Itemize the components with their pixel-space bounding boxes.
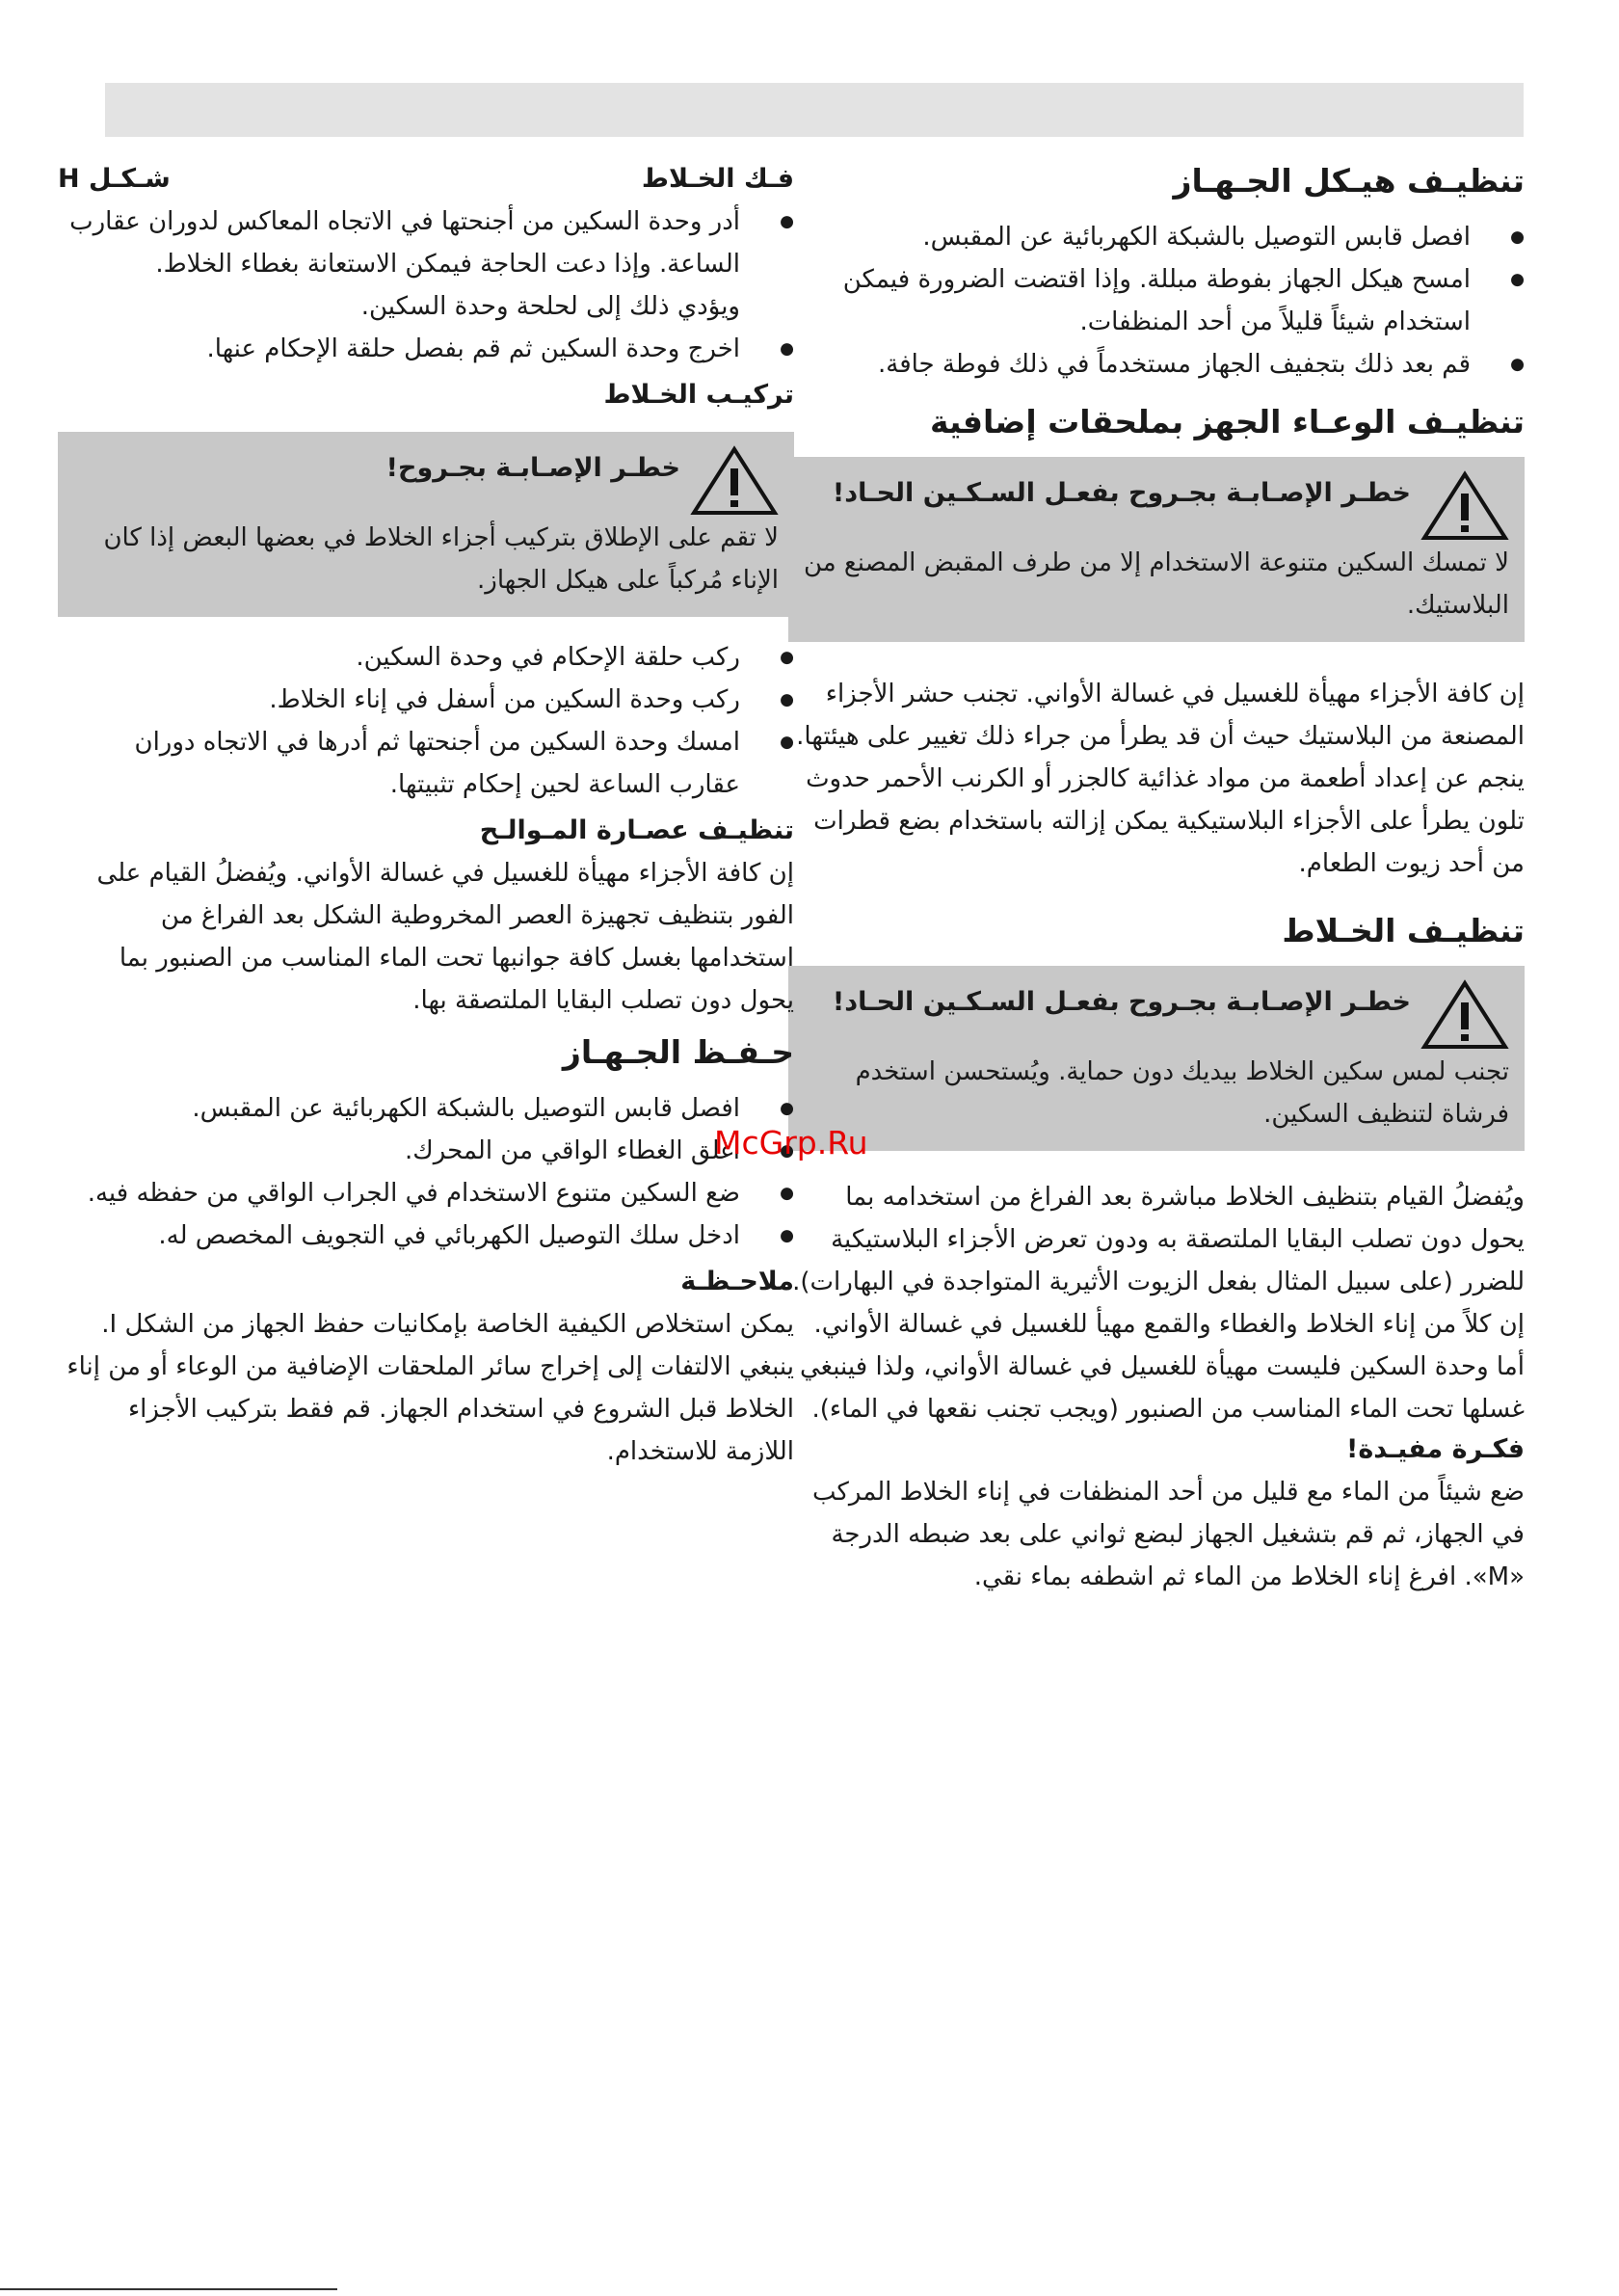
footer-rule xyxy=(0,2288,337,2290)
list-item: ● افصل قابس التوصيل بالشبكة الكهربائية عن المقبس. xyxy=(788,216,1525,258)
watermark: McGrp.Ru xyxy=(714,1124,868,1161)
section-title: تنظيـف عصـارة المـوالـح xyxy=(479,815,794,845)
warning-title: خطـر الإصـابـة بجـروح بفعـل السـكـين الحـاد! xyxy=(832,987,1411,1017)
list-item: ● ضع السكين متنوع الاستخدام في الجراب الواقي من حفظه فيه. xyxy=(58,1172,794,1215)
paragraph: أما وحدة السكين فليست مهيأة للغسيل في غسالة الأواني، ولذا فينبغي غسلها تحت الماء المناسب من الصنبور (ويجب تجنب نقعها في الماء). xyxy=(800,1352,1525,1424)
section-title: تركيـب الخـلاط xyxy=(603,380,794,410)
section-title: فـك الخـلاط xyxy=(641,164,794,194)
list-item: ● امسح هيكل الجهاز بفوطة مبللة. وإذا اقتضت الضرورة فيمكن استخدام شيئاً قليلاً من أحد المنظفات. xyxy=(788,258,1525,343)
bullet-list xyxy=(58,200,794,285)
warning-title: خطـر الإصـابـة بجـروح بفعـل السـكـين الحـاد! xyxy=(832,478,1411,508)
list-item: ● افصل قابس التوصيل بالشبكة الكهربائية عن المقبس. xyxy=(58,1087,794,1130)
section-title: تنظيـف هيـكل الجـهـاز xyxy=(1173,162,1525,200)
warning-triangle-icon xyxy=(1420,979,1509,1051)
paragraph: ويُفضلُ القيام بتنظيف الخلاط مباشرة بعد الفراغ من استخدامه بما يحول دون تصلب البقايا الملتصقة به ودون تعرض الأجزاء البلاستيكية للضرر (على سبيل المثال بفعل الزيوت الأثيرية المتواجدة في البهارات). xyxy=(792,1183,1525,1296)
paragraph: ويؤدي ذلك إلى لحلحة وحدة السكين. xyxy=(360,292,740,321)
warning-title: خطـر الإصـابـة بجـروح! xyxy=(385,453,680,483)
bullet-list xyxy=(58,636,794,806)
warning-box xyxy=(788,966,1525,1151)
list-item: ● ركب حلقة الإحكام في وحدة السكين. xyxy=(58,636,794,679)
list-item: ● اخرج وحدة السكين ثم قم بفصل حلقة الإحكام عنها. xyxy=(58,328,794,370)
list-item: ● اغلق الغطاء الواقي من المحرك. xyxy=(58,1130,794,1172)
list-item: ● قم بعد ذلك بتجفيف الجهاز مستخدماً في ذلك فوطة جافة. xyxy=(788,343,1525,386)
warning-triangle-icon xyxy=(690,445,779,517)
note-title: ملاحـظـة xyxy=(680,1267,794,1296)
list-item: ● أدر وحدة السكين من أجنحتها في الاتجاه المعاكس لدوران عقارب الساعة. وإذا دعت الحاجة فيمكن الاستعانة بغطاء الخلاط. xyxy=(58,200,794,285)
paragraph: إن كافة الأجزاء مهيأة للغسيل في غسالة الأواني. تجنب حشر الأجزاء المصنعة من البلاستيك حيث أن قد يطرأ من جراء ذلك تغيير على هيئتها. ينجم عن إعداد أطعمة من مواد غذائية كالجزر أو الكرنب الأحمر حدوث تلون يطرأ على الأجزاء البلاستيكية يمكن إزالته باستخدام بضع قطرات من أحد زيوت الطعام. xyxy=(796,680,1525,878)
tip-title: فكـرة مفيـدة! xyxy=(1346,1434,1525,1464)
warning-box xyxy=(788,457,1525,642)
section-title: حـفـظ الجـهـاز xyxy=(562,1033,794,1071)
warning-text: لا تقم على الإطلاق بتركيب أجزاء الخلاط في بعضها البعض إذا كان الإناء مُركباً على هيكل الجهاز. xyxy=(103,523,779,595)
section-title: تنظيـف الوعـاء الجهز بملحقات إضافية xyxy=(929,403,1525,441)
note-text: يمكن استخلاص الكيفية الخاصة بإمكانيات حفظ الجهاز من الشكل I. ينبغي الالتفات إلى إخراج سائر الملحقات الإضافية من الوعاء أو من إناء الخلاط قبل الشروع في استخدام الجهاز. قم فقط بتركيب الأجزاء اللازمة للاستخدام. xyxy=(66,1310,794,1466)
bullet-list xyxy=(58,328,794,370)
paragraph: إن كلاً من إناء الخلاط والغطاء والقمع مهيأ للغسيل في غسالة الأواني. xyxy=(813,1310,1525,1339)
paragraph: إن كافة الأجزاء مهيأة للغسيل في غسالة الأواني. ويُفضلُ القيام على الفور بتنظيف تجهيزة العصر المخروطية الشكل بعد الفراغ من استخدامها بغسل كافة جوانبها تحت الماء المناسب من الصنبور بما يحول دون تصلب البقايا الملتصقة بها. xyxy=(96,859,794,1015)
list-item: ● امسك وحدة السكين من أجنحتها ثم أدرها في الاتجاه دوران عقارب الساعة لحين إحكام تثبيتها. xyxy=(58,721,794,806)
right-column xyxy=(788,160,1525,1598)
warning-text: تجنب لمس سكين الخلاط بيديك دون حماية. ويُستحسن استخدم فرشاة لتنظيف السكين. xyxy=(855,1057,1509,1129)
header-bar xyxy=(105,83,1524,137)
figure-label: شـكـل H xyxy=(58,164,171,194)
list-item: ● ادخل سلك التوصيل الكهربائي في التجويف المخصص له. xyxy=(58,1215,794,1257)
tip-text: ضع شيئاً من الماء مع قليل من أحد المنظفات في إناء الخلاط المركب في الجهاز، ثم قم بتشغيل الجهاز لبضع ثواني على بعد ضبطه الدرجة «M». افرغ إناء الخلاط من الماء ثم اشطفه بماء نقي. xyxy=(811,1478,1525,1591)
warning-text: لا تمسك السكين متنوعة الاستخدام إلا من طرف المقبض المصنع من البلاستيك. xyxy=(803,548,1509,620)
bullet-list xyxy=(58,1087,794,1257)
list-item: ● ركب وحدة السكين من أسفل في إناء الخلاط. xyxy=(58,679,794,721)
bullet-list xyxy=(788,216,1525,386)
warning-triangle-icon xyxy=(1420,470,1509,542)
left-column xyxy=(58,160,794,1473)
section-title: تنظيـف الخـلاط xyxy=(1282,912,1525,949)
warning-box xyxy=(58,432,794,617)
